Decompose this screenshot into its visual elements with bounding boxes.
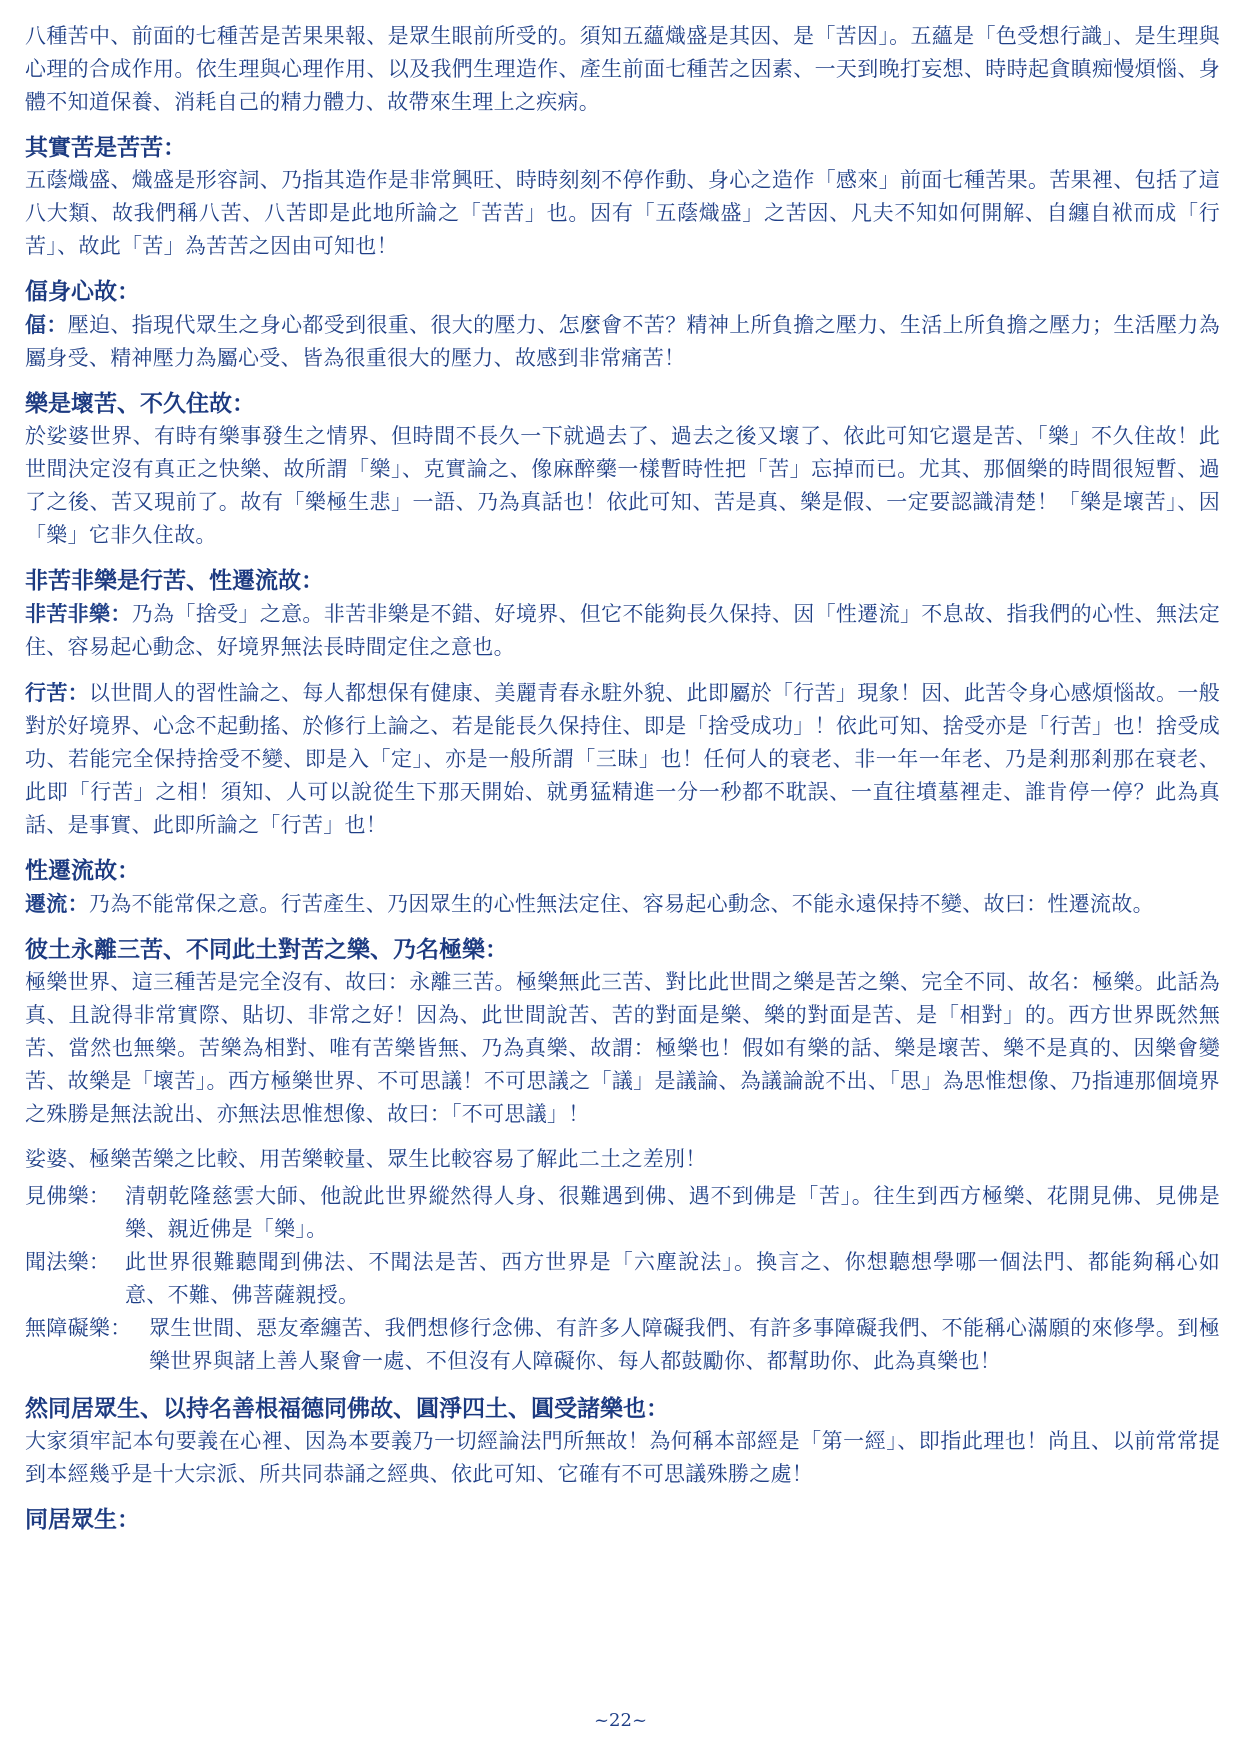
section-text-suffering-of-suffering: 五蔭熾盛、熾盛是形容詞、乃指其造作是非常興旺、時時刻刻不停作動、身心之造作「感來」前面七種苦果。苦果裡、包括了這八大類、故我們稱八苦、八苦即是此地所論之「苦苦」也。因有「五蔭熾盛」之苦因、凡夫不知如何開解、自纏自袱而成「行苦」、故此「苦」為苦苦之因由可知也！ xyxy=(25,168,1220,258)
document-body xyxy=(25,20,1220,1536)
section-text-oppression xyxy=(25,308,1220,375)
list-item-text: 此世界很難聽聞到佛法、不聞法是苦、西方世界是「六塵說法」。換言之、你想聽想學哪一個法門、都能夠稱心如意、不難、佛菩薩親授。 xyxy=(125,1250,1220,1307)
term-definition: 以世間人的習性論之、每人都想保有健康、美麗青春永駐外貌、此即屬於「行苦」現象！因、此苦令身心感煩惱故。一般對於好境界、心念不起動搖、於修行上論之、若是能長久保持住、即是「捨受成功」！依此可知、捨受亦是「行苦」也！捨受成功、若能完全保持捨受不變、即是入「定」、亦是一般所謂「三昧」也！任何人的衰老、非一年一年老、乃是剎那剎那在衰老、此即「行苦」之相！須知、人可以說從生下那天開始、就勇猛精進一分一秒都不耽誤、一直往墳墓裡走、誰肯停一停？此為真話、是事實、此即所論之「行苦」也！ xyxy=(25,681,1220,837)
comparison-intro: 娑婆、極樂苦樂之比較、用苦樂較量、眾生比較容易了解此二土之差別！ xyxy=(25,1147,707,1171)
section-text-nature-flows xyxy=(25,887,1220,921)
section-heading-suffering-of-suffering: 其實苦是苦苦： xyxy=(25,134,186,161)
section-heading-same-dwelling-beings: 同居眾生： xyxy=(25,1506,140,1533)
list-item xyxy=(25,1312,1220,1378)
term-definition: 乃為「捨受」之意。非苦非樂是不錯、好境界、但它不能夠長久保持、因「性遷流」不息故、指我們的心性、無法定住、容易起心動念、好境界無法長時間定住之意也。 xyxy=(25,602,1221,659)
section-heading-ultimate-bliss: 彼土永離三苦、不同此土對苦之樂、乃名極樂： xyxy=(25,936,508,963)
section-heading-oppression: 偪身心故： xyxy=(25,278,140,305)
list-item xyxy=(25,1246,1220,1312)
list-item-text: 眾生世間、惡友牽纏苦、我們想修行念佛、有許多人障礙我們、有許多事障礙我們、不能稱心滿願的來修學。到極樂世界與諸上善人聚會一處、不但沒有人障礙你、每人都鼓勵你、都幫助你、此為真樂也！ xyxy=(149,1316,1220,1373)
term-label: 非苦非樂： xyxy=(25,601,132,626)
term-label: 遷流： xyxy=(25,891,89,916)
section-heading-neither-suffering-nor-pleasure: 非苦非樂是行苦、性遷流故： xyxy=(25,567,324,594)
section-text-cohabiting-beings: 大家須牢記本句要義在心裡、因為本要義乃一切經論法門所無故！為何稱本部經是「第一經」、即指此理也！尚且、以前常常提到本經幾乎是十大宗派、所共同恭誦之經典、依此可知、它確有不可思議殊勝之處！ xyxy=(25,1429,1220,1486)
section-text-suffering-of-formation xyxy=(25,676,1220,842)
intro-paragraph: 八種苦中、前面的七種苦是苦果果報、是眾生眼前所受的。須知五蘊熾盛是其因、是「苦因」。五蘊是「色受想行識」、是生理與心理的合成作用。依生理與心理作用、以及我們生理造作、產生前面七種苦之因素、一天到晚打妄想、時時起貪瞋痴慢煩惱、身體不知道保養、消耗自己的精力體力、故帶來生理上之疾病。 xyxy=(25,24,1220,114)
list-item-text: 清朝乾隆慈雲大師、他說此世界縱然得人身、很難遇到佛、遇不到佛是「苦」。往生到西方極樂、花開見佛、見佛是樂、親近佛是「樂」。 xyxy=(125,1184,1220,1241)
page-number: ~22~ xyxy=(593,1710,648,1731)
list-item-label: 聞法樂： xyxy=(25,1250,111,1274)
term-definition: 乃為不能常保之意。行苦產生、乃因眾生的心性無法定住、容易起心動念、不能永遠保持不變、故曰：性遷流故。 xyxy=(88,892,1154,916)
list-item xyxy=(25,1180,1220,1246)
comparison-list xyxy=(25,1180,1220,1378)
list-item-label: 見佛樂： xyxy=(25,1184,111,1208)
section-text-pleasure-is-decay: 於娑婆世界、有時有樂事發生之情界、但時間不長久一下就過去了、過去之後又壞了、依此可知它還是苦、「樂」不久住故！此世間決定沒有真正之快樂、故所謂「樂」、克實論之、像麻醉藥一樣暫時性把「苦」忘掉而已。尤其、那個樂的時間很短暫、過了之後、苦又現前了。故有「樂極生悲」一語、乃為真話也！依此可知、苦是真、樂是假、一定要認識清楚！「樂是壞苦」、因「樂」它非久住故。 xyxy=(25,424,1220,547)
section-text-neither-suffering-nor-pleasure xyxy=(25,597,1220,664)
term-label: 偪： xyxy=(25,312,68,337)
section-heading-cohabiting-beings: 然同居眾生、以持名善根福德同佛故、圓淨四土、圓受諸樂也： xyxy=(25,1395,669,1422)
section-text-ultimate-bliss: 極樂世界、這三種苦是完全沒有、故曰：永離三苦。極樂無此三苦、對比此世間之樂是苦之樂、完全不同、故名：極樂。此話為真、且說得非常實際、貼切、非常之好！因為、此世間說苦、苦的對面是樂、樂的對面是苦、是「相對」的。西方世界既然無苦、當然也無樂。苦樂為相對、唯有苦樂皆無、乃為真樂、故謂：極樂也！假如有樂的話、樂是壞苦、樂不是真的、因樂會變苦、故樂是「壞苦」。西方極樂世界、不可思議！不可思議之「議」是議論、為議論說不出、「思」為思惟想像、乃指連那個境界之殊勝是無法說出、亦無法思惟想像、故曰：「不可思議」！ xyxy=(25,970,1220,1126)
term-label: 行苦： xyxy=(25,680,90,705)
section-heading-pleasure-is-decay: 樂是壞苦、不久住故： xyxy=(25,390,255,417)
term-definition: 壓迫、指現代眾生之身心都受到很重、很大的壓力、怎麼會不苦？精神上所負擔之壓力、生活上所負擔之壓力；生活壓力為屬身受、精神壓力為屬心受、皆為很重很大的壓力、故感到非常痛苦！ xyxy=(25,313,1220,370)
list-item-label: 無障礙樂： xyxy=(25,1316,132,1340)
section-heading-nature-flows: 性遷流故： xyxy=(25,857,140,884)
